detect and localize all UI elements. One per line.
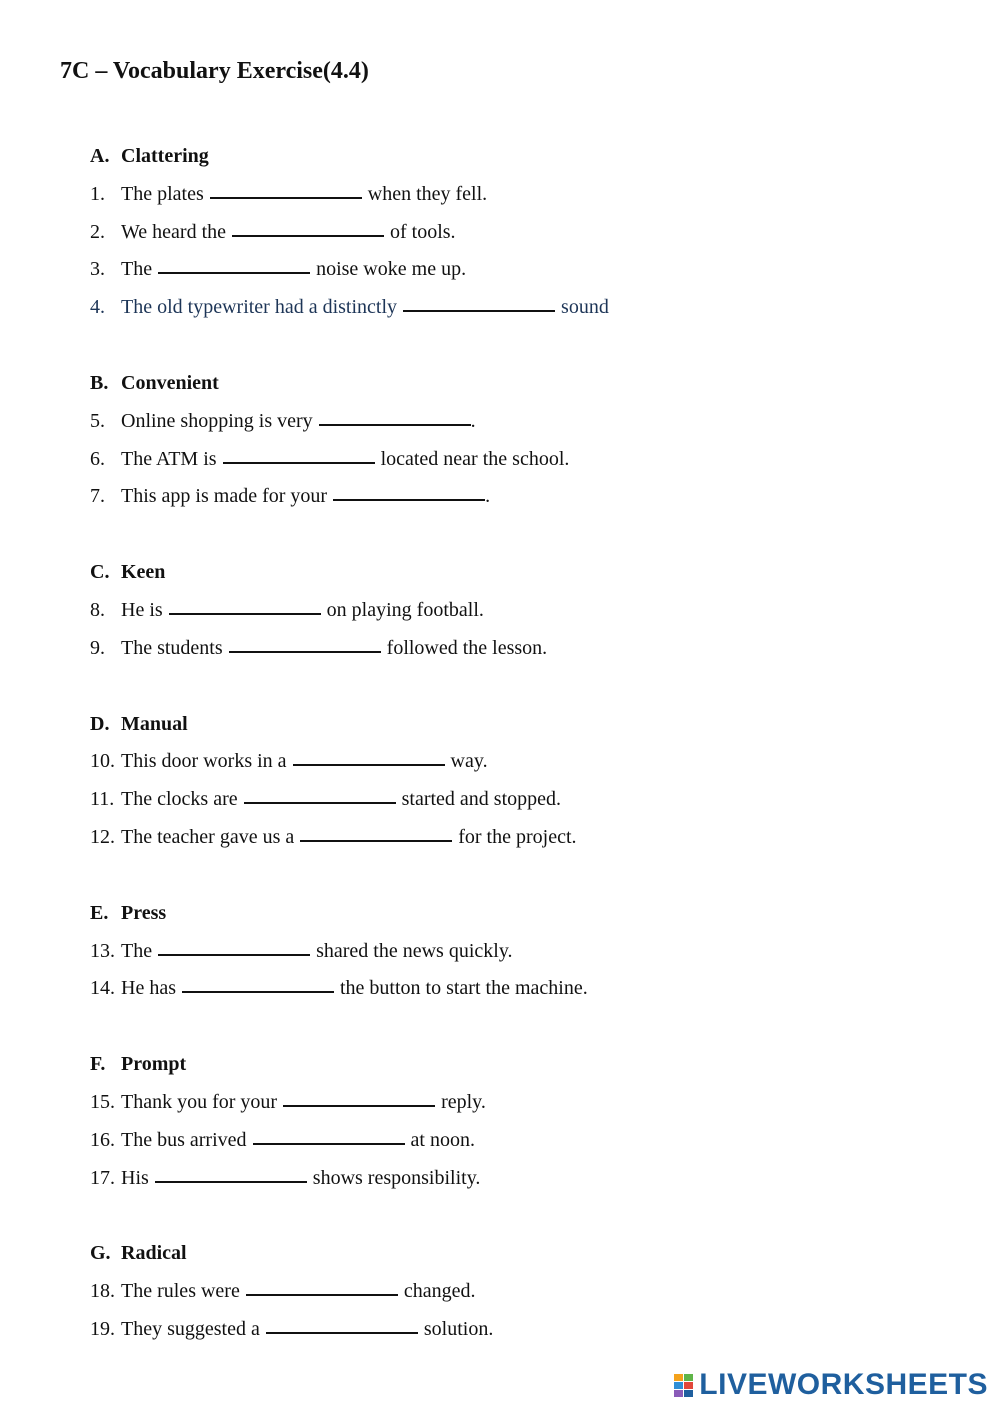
question-text-after: started and stopped. xyxy=(401,788,562,811)
question-text-before: The plates xyxy=(121,182,204,205)
question-text-after: . xyxy=(485,485,491,508)
answer-blank[interactable] xyxy=(210,197,362,199)
answer-blank[interactable] xyxy=(169,613,321,615)
section-radical xyxy=(90,1235,950,1348)
section-word: Press xyxy=(121,901,167,924)
question-number: 9. xyxy=(90,636,105,659)
section-letter: F. xyxy=(90,1053,106,1076)
logo-square xyxy=(674,1382,683,1389)
question-text-after: followed the lesson. xyxy=(386,636,548,659)
question-number: 19. xyxy=(90,1317,115,1340)
question-row xyxy=(90,743,950,781)
question-text-before: He has xyxy=(121,977,176,1000)
question-text-after: way. xyxy=(450,750,488,773)
question-text-before: The rules were xyxy=(121,1280,240,1303)
logo-mark-icon xyxy=(674,1374,693,1397)
question-number: 5. xyxy=(90,409,105,432)
section-convenient xyxy=(90,365,950,516)
question-row xyxy=(90,441,950,479)
section-word: Clattering xyxy=(121,145,209,167)
question-row xyxy=(90,176,950,214)
question-text-after: when they fell. xyxy=(367,182,488,205)
question-text-before: The clocks are xyxy=(121,788,238,811)
section-press xyxy=(90,895,950,1008)
question-number: 13. xyxy=(90,939,115,962)
question-text-after: sound xyxy=(561,296,609,319)
answer-blank[interactable] xyxy=(158,272,310,274)
answer-blank[interactable] xyxy=(300,840,452,842)
question-text-after: located near the school. xyxy=(380,447,570,470)
logo-square xyxy=(674,1390,683,1397)
question-text-before: We heard the xyxy=(121,220,226,243)
section-letter: D. xyxy=(90,712,110,735)
section-word: Convenient xyxy=(121,371,219,394)
question-number: 6. xyxy=(90,447,105,470)
question-text-after: reply. xyxy=(441,1090,486,1113)
answer-blank[interactable] xyxy=(223,462,375,464)
question-row xyxy=(90,630,950,668)
question-row xyxy=(90,1273,950,1311)
liveworksheets-logo[interactable] xyxy=(674,1368,988,1402)
question-text-before: They suggested a xyxy=(121,1317,260,1340)
section-word: Keen xyxy=(121,561,166,584)
question-text-before: The xyxy=(121,939,153,962)
logo-square xyxy=(674,1374,683,1381)
question-text-before: The students xyxy=(121,636,223,659)
question-number: 18. xyxy=(90,1280,115,1303)
section-clattering xyxy=(90,138,950,327)
question-text-after: shared the news quickly. xyxy=(316,939,513,962)
question-text-after: noise woke me up. xyxy=(316,258,467,281)
question-row xyxy=(90,1084,950,1122)
answer-blank[interactable] xyxy=(266,1332,418,1334)
question-row xyxy=(90,251,950,289)
section-letter: G. xyxy=(90,1242,111,1265)
question-text-after: of tools. xyxy=(390,220,456,243)
question-text-after: solution. xyxy=(423,1317,494,1340)
question-row xyxy=(90,933,950,971)
question-number: 16. xyxy=(90,1128,115,1151)
section-letter: E. xyxy=(90,901,109,924)
section-heading xyxy=(90,365,950,403)
question-number: 8. xyxy=(90,598,105,621)
question-text-before: This door works in a xyxy=(121,750,287,773)
answer-blank[interactable] xyxy=(182,991,334,993)
question-number: 11. xyxy=(90,788,115,811)
question-row xyxy=(90,289,950,327)
answer-blank[interactable] xyxy=(283,1105,435,1107)
question-number: 3. xyxy=(90,258,105,281)
answer-blank[interactable] xyxy=(293,764,445,766)
section-manual xyxy=(90,706,950,857)
question-row xyxy=(90,819,950,857)
question-text-after: on playing football. xyxy=(326,598,484,621)
exercise-sections xyxy=(90,138,950,1387)
logo-square xyxy=(684,1382,693,1389)
question-number: 2. xyxy=(90,220,105,243)
section-heading xyxy=(90,138,950,176)
question-text-before: The bus arrived xyxy=(121,1128,247,1151)
question-number: 7. xyxy=(90,485,105,508)
question-text-after: the button to start the machine. xyxy=(339,977,588,1000)
question-number: 12. xyxy=(90,825,115,848)
question-text-after: shows responsibility. xyxy=(312,1166,481,1189)
question-text-before: The ATM is xyxy=(121,447,217,470)
section-letter: B. xyxy=(90,371,109,394)
section-heading xyxy=(90,1235,950,1273)
question-text-before: The old typewriter had a distinctly xyxy=(121,296,398,319)
question-row xyxy=(90,214,950,252)
answer-blank[interactable] xyxy=(158,954,310,956)
answer-blank[interactable] xyxy=(229,651,381,653)
question-row xyxy=(90,1160,950,1198)
answer-blank[interactable] xyxy=(246,1294,398,1296)
question-number: 15. xyxy=(90,1090,115,1113)
answer-blank[interactable] xyxy=(403,310,555,312)
question-number: 14. xyxy=(90,977,115,1000)
question-text-before: Online shopping is very xyxy=(121,409,313,432)
section-word: Manual xyxy=(121,712,188,735)
question-number: 10. xyxy=(90,750,115,773)
question-text-before: This app is made for your xyxy=(121,485,328,508)
question-row xyxy=(90,403,950,441)
section-heading xyxy=(90,895,950,933)
answer-blank[interactable] xyxy=(244,802,396,804)
section-letter: C. xyxy=(90,561,110,584)
section-keen xyxy=(90,554,950,667)
section-word: Radical xyxy=(121,1242,187,1265)
question-number: 1. xyxy=(90,182,105,205)
question-text-before: Thank you for your xyxy=(121,1090,278,1113)
section-prompt xyxy=(90,1046,950,1197)
question-row xyxy=(90,1311,950,1349)
answer-blank[interactable] xyxy=(319,424,471,426)
question-text-after: . xyxy=(470,409,476,432)
question-number: 4. xyxy=(90,296,105,319)
question-row xyxy=(90,592,950,630)
section-heading xyxy=(90,1046,950,1084)
question-text-after: at noon. xyxy=(410,1128,475,1151)
logo-square xyxy=(684,1390,693,1397)
question-row xyxy=(90,781,950,819)
question-row xyxy=(90,478,950,516)
question-text-after: changed. xyxy=(403,1280,476,1303)
question-number: 17. xyxy=(90,1166,115,1189)
question-row xyxy=(90,1122,950,1160)
logo-square xyxy=(684,1374,693,1381)
question-text-after: for the project. xyxy=(458,825,577,848)
answer-blank[interactable] xyxy=(155,1181,307,1183)
question-text-before: His xyxy=(121,1166,149,1189)
section-heading xyxy=(90,554,950,592)
section-heading xyxy=(90,706,950,744)
answer-blank[interactable] xyxy=(333,499,485,501)
logo-text: LIVEWORKSHEETS xyxy=(699,1368,988,1401)
page-title: 7C – Vocabulary Exercise(4.4) xyxy=(60,58,369,84)
section-letter: A. xyxy=(90,145,110,167)
section-word: Prompt xyxy=(121,1053,187,1076)
question-text-before: The teacher gave us a xyxy=(121,825,295,848)
answer-blank[interactable] xyxy=(253,1143,405,1145)
question-text-before: He is xyxy=(121,598,163,621)
question-text-before: The xyxy=(121,258,153,281)
answer-blank[interactable] xyxy=(232,235,384,237)
question-row xyxy=(90,970,950,1008)
